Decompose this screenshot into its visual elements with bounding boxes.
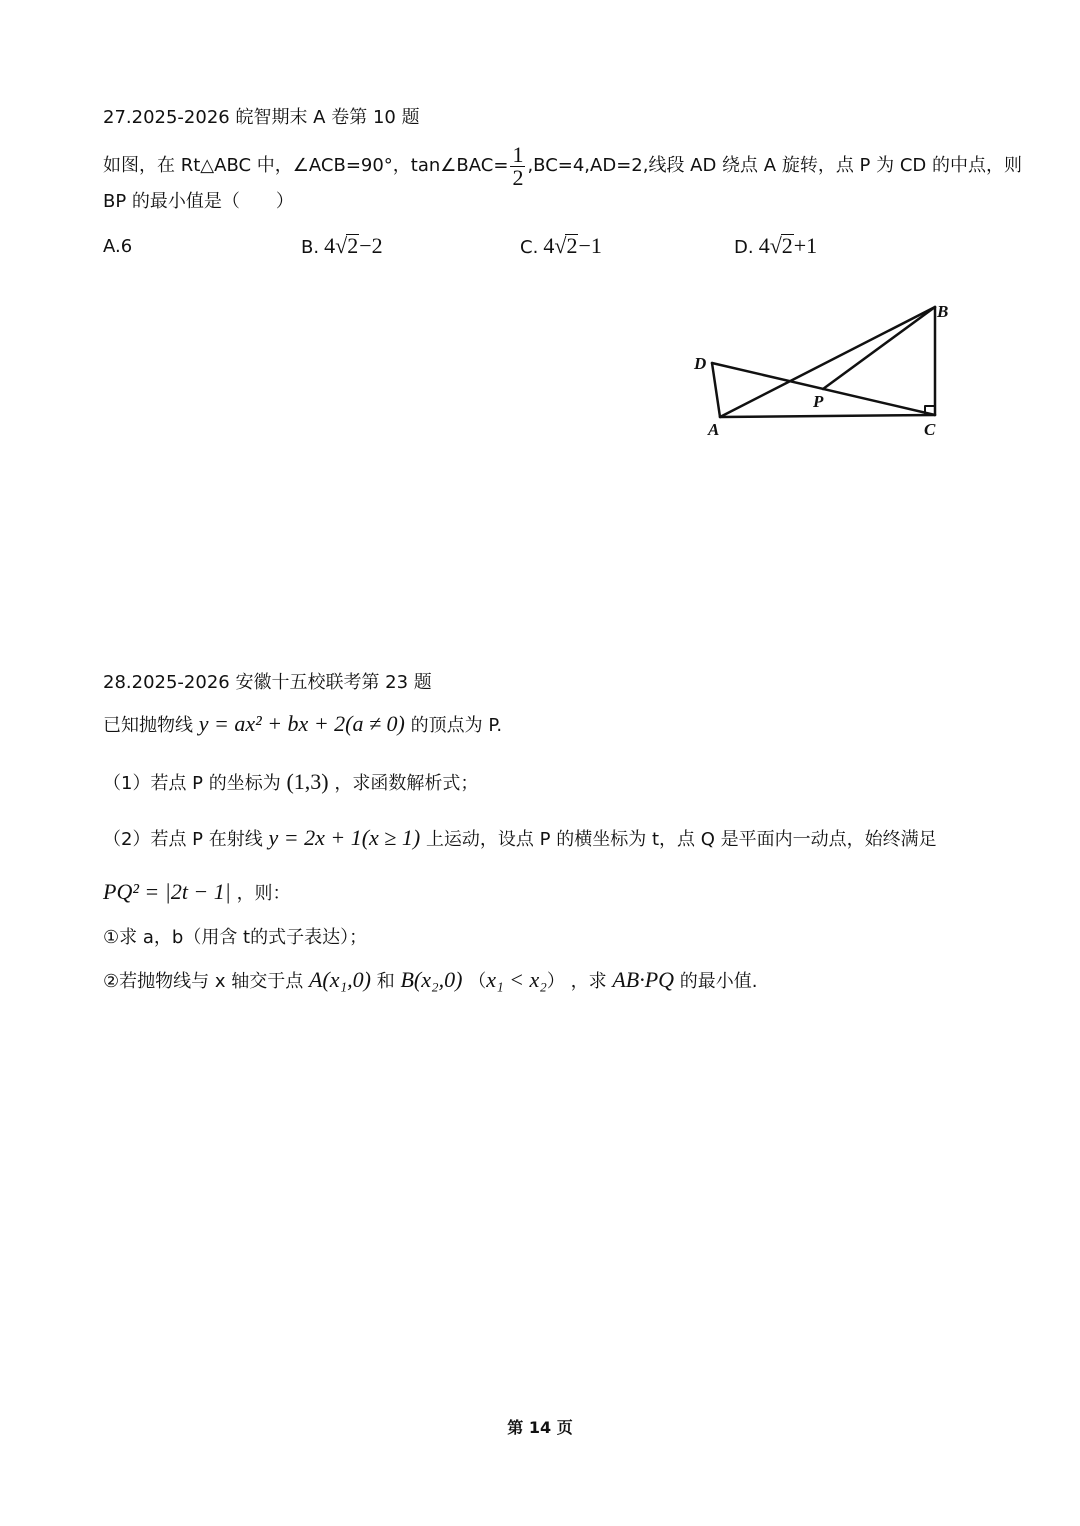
q27-header: 27.2025-2026 皖智期末 A 卷第 10 题 [103,107,420,128]
q28-inequality: x₁ < x₂ [486,967,547,992]
q28-sub2-paren-open: （ [468,971,487,992]
q27-option-c-label: C. [520,237,539,258]
q27-option-d-coef: 4 [758,233,770,258]
q27-option-c: C. 4√2−1 [520,233,602,258]
q27-option-d-radicand: 2 [781,233,793,258]
q28-condition-equation: PQ² = |2t − 1| [103,879,231,904]
q27-line1-start: 如图，在 Rt△ABC 中，∠ACB=90°，tan∠BAC= [103,155,509,176]
segment-BP [823,307,935,389]
q28-sub2-paren-close: ） [546,971,565,992]
label-C: C [924,420,936,439]
q27-option-b-coef: 4 [324,233,336,258]
q28-part2-start: （2）若点 P 在射线 [103,829,263,850]
q27-option-b: B. 4√2−2 [301,233,383,258]
q28-point-A: A(x₁,0) [308,967,371,992]
q28-condition-end: ，则： [236,883,291,904]
q28-intro-end: 的顶点为 P. [410,715,503,736]
q27-geometry-figure [690,295,960,445]
q27-fraction [510,141,525,190]
q28-sub2-mid: ，求 [570,971,607,992]
q28-product: AB·PQ [612,967,675,992]
q28-point-B: B(x₂,0) [400,967,463,992]
segment-AC [720,415,935,417]
segment-AD [712,363,720,417]
q27-fraction-denominator: 2 [512,164,524,190]
q27-line1 [103,141,1022,190]
q27-option-c-rest: −1 [578,233,602,258]
q28-intro-start: 已知抛物线 [103,715,193,736]
q28-subquestion-1: ①求 a，b（用含 t的式子表达）； [103,927,368,948]
q27-option-d-label: D. [734,237,754,258]
q27-option-b-rest: −2 [359,233,383,258]
q28-subquestion-2 [103,968,758,994]
q27-option-b-radicand: 2 [347,233,359,258]
label-A: A [708,420,720,439]
q28-sub2-end: 的最小值. [679,971,758,992]
label-B: B [937,302,949,321]
q28-part2-end: 上运动，设点 P 的横坐标为 t，点 Q 是平面内一动点，始终满足 [425,829,937,850]
q28-part1 [103,770,478,796]
q27-option-d-rest: +1 [793,233,818,258]
q27-option-d: D. 4√2+1 [734,233,818,258]
q28-part2 [103,826,937,852]
q28-parabola-equation: y = ax² + bx + 2(a ≠ 0) [198,711,405,736]
q27-option-c-coef: 4 [543,233,555,258]
q28-sub2-start: ②若抛物线与 x 轴交于点 [103,971,304,992]
page-number: 第 14 页 [507,1418,573,1437]
q27-fraction-numerator: 1 [512,141,524,167]
q28-part1-start: （1）若点 P 的坐标为 [103,773,281,794]
q27-option-c-radicand: 2 [566,233,578,258]
q28-sub2-and: 和 [376,971,395,992]
q28-part1-point: (1,3) [286,769,329,794]
q27-line1-end: ,BC=4,AD=2,线段 AD 绕点 A 旋转，点 P 为 CD 的中点，则 [527,155,1022,176]
q27-option-b-label: B. [301,237,320,258]
q27-option-a: A.6 [103,236,133,257]
segment-AB [720,307,935,417]
q28-header: 28.2025-2026 安徽十五校联考第 23 题 [103,672,432,693]
q28-ray-equation: y = 2x + 1(x ≥ 1) [268,825,421,850]
q27-line2: BP 的最小值是（ ） [103,191,294,212]
q28-part2-condition [103,880,291,906]
label-P: P [813,392,824,411]
label-D: D [694,354,707,373]
q28-part1-end: ，求函数解析式； [334,773,479,794]
q28-intro [103,712,502,738]
